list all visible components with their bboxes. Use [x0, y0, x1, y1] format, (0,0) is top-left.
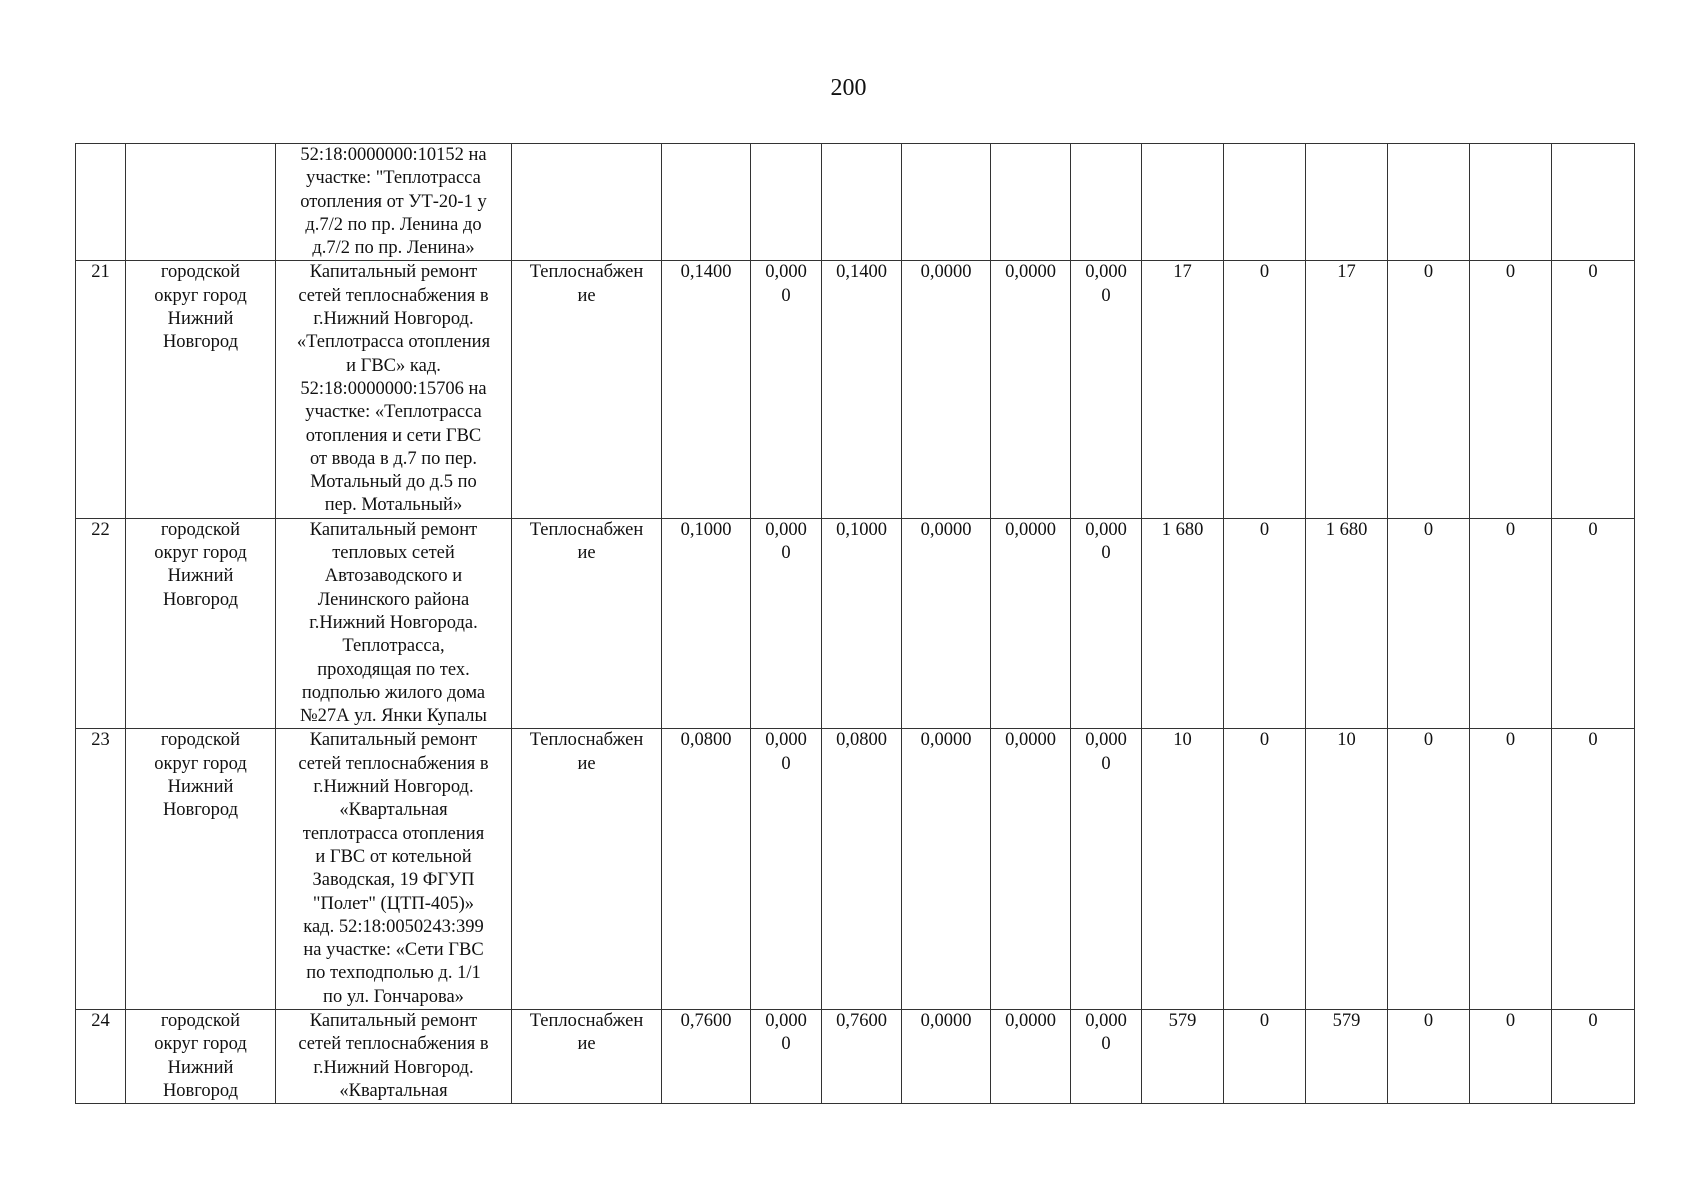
value-cell: 0 [1388, 1009, 1470, 1103]
description-cell: Капитальный ремонт тепловых сетей Автозаводского и Ленинского района г.Нижний Новгорода. Теплотрасса, проходящая по тех. подполью жилого дома №27А ул. Янки Купалы [276, 518, 512, 729]
type-cell: Теплоснабжен ие [512, 518, 662, 729]
municipality-cell: городской округ город Нижний Новгород [126, 261, 276, 518]
value-cell: 579 [1142, 1009, 1224, 1103]
value-cell: 0,000 0 [1071, 518, 1142, 729]
investment-table [75, 143, 1635, 1104]
value-cell: 0 [1224, 261, 1306, 518]
type-cell [512, 144, 662, 261]
value-cell: 0,0800 [822, 729, 902, 1010]
value-cell [1388, 144, 1470, 261]
value-cell: 0,1400 [662, 261, 751, 518]
table-row [76, 144, 1635, 261]
value-cell: 0 [1470, 518, 1552, 729]
value-cell: 0,000 0 [751, 261, 822, 518]
value-cell: 17 [1306, 261, 1388, 518]
row-number-cell: 21 [76, 261, 126, 518]
value-cell [751, 144, 822, 261]
description-cell: Капитальный ремонт сетей теплоснабжения в г.Нижний Новгород. «Квартальная теплотрасса отопления и ГВС от котельной Заводская, 19 ФГУП "Полет" (ЦТП-405)» кад. 52:18:0050243:399 на участке: «Сети ГВС по техподполью д. 1/1 по ул. Гончарова» [276, 729, 512, 1010]
municipality-cell: городской округ город Нижний Новгород [126, 1009, 276, 1103]
row-number-cell [76, 144, 126, 261]
municipality-cell: городской округ город Нижний Новгород [126, 518, 276, 729]
value-cell: 0 [1552, 729, 1635, 1010]
value-cell: 0 [1388, 261, 1470, 518]
value-cell: 1 680 [1306, 518, 1388, 729]
table-row [76, 729, 1635, 1010]
value-cell: 0,000 0 [751, 1009, 822, 1103]
value-cell: 17 [1142, 261, 1224, 518]
description-cell: Капитальный ремонт сетей теплоснабжения в г.Нижний Новгород. «Квартальная [276, 1009, 512, 1103]
row-number-cell: 22 [76, 518, 126, 729]
description-cell: Капитальный ремонт сетей теплоснабжения в г.Нижний Новгород. «Теплотрасса отопления и ГВС» кад. 52:18:0000000:15706 на участке: «Теплотрасса отопления и сети ГВС от ввода в д.7 по пер. Мотальный до д.5 по пер. Мотальный» [276, 261, 512, 518]
value-cell: 0,0000 [991, 518, 1071, 729]
value-cell [1306, 144, 1388, 261]
value-cell: 0,1000 [822, 518, 902, 729]
value-cell: 0 [1388, 518, 1470, 729]
value-cell: 0 [1552, 261, 1635, 518]
value-cell: 0,7600 [662, 1009, 751, 1103]
value-cell [902, 144, 991, 261]
value-cell: 0 [1552, 1009, 1635, 1103]
value-cell: 579 [1306, 1009, 1388, 1103]
row-number-cell: 23 [76, 729, 126, 1010]
value-cell [662, 144, 751, 261]
value-cell [1142, 144, 1224, 261]
value-cell: 0,000 0 [1071, 261, 1142, 518]
value-cell: 0 [1470, 1009, 1552, 1103]
municipality-cell: городской округ город Нижний Новгород [126, 729, 276, 1010]
type-cell: Теплоснабжен ие [512, 1009, 662, 1103]
type-cell: Теплоснабжен ие [512, 261, 662, 518]
value-cell: 10 [1142, 729, 1224, 1010]
value-cell: 0 [1224, 518, 1306, 729]
value-cell: 0,000 0 [751, 729, 822, 1010]
description-cell: 52:18:0000000:10152 на участке: "Теплотрасса отопления от УТ-20-1 у д.7/2 по пр. Ленина до д.7/2 по пр. Ленина» [276, 144, 512, 261]
value-cell [1552, 144, 1635, 261]
value-cell: 0 [1470, 261, 1552, 518]
table-row [76, 518, 1635, 729]
value-cell: 0 [1470, 729, 1552, 1010]
value-cell: 0,0000 [991, 729, 1071, 1010]
value-cell: 0,1400 [822, 261, 902, 518]
value-cell: 0 [1552, 518, 1635, 729]
value-cell: 1 680 [1142, 518, 1224, 729]
value-cell: 0,0000 [902, 729, 991, 1010]
type-cell: Теплоснабжен ие [512, 729, 662, 1010]
value-cell: 0,0000 [902, 261, 991, 518]
value-cell: 0 [1224, 1009, 1306, 1103]
value-cell: 0,000 0 [751, 518, 822, 729]
municipality-cell [126, 144, 276, 261]
value-cell: 0,7600 [822, 1009, 902, 1103]
value-cell [991, 144, 1071, 261]
value-cell: 0,000 0 [1071, 1009, 1142, 1103]
value-cell: 0,0000 [991, 1009, 1071, 1103]
value-cell [1071, 144, 1142, 261]
table-row [76, 261, 1635, 518]
page-number: 200 [830, 75, 867, 101]
value-cell: 0,0800 [662, 729, 751, 1010]
table-row [76, 1009, 1635, 1103]
value-cell: 0,1000 [662, 518, 751, 729]
value-cell: 10 [1306, 729, 1388, 1010]
value-cell [1224, 144, 1306, 261]
row-number-cell: 24 [76, 1009, 126, 1103]
value-cell: 0,0000 [991, 261, 1071, 518]
value-cell [1470, 144, 1552, 261]
value-cell: 0,000 0 [1071, 729, 1142, 1010]
value-cell [822, 144, 902, 261]
value-cell: 0 [1224, 729, 1306, 1010]
value-cell: 0 [1388, 729, 1470, 1010]
value-cell: 0,0000 [902, 1009, 991, 1103]
value-cell: 0,0000 [902, 518, 991, 729]
